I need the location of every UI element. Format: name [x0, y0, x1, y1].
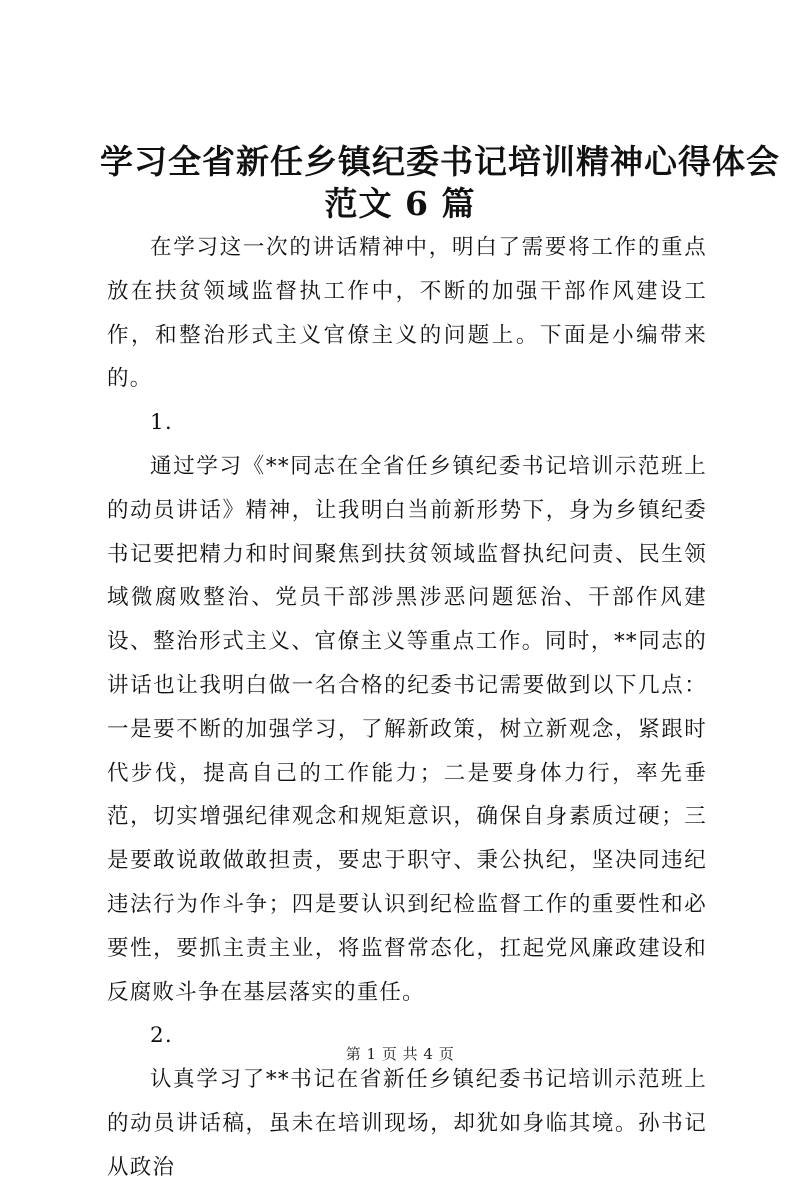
section-2-paragraph: 认真学习了**书记在省新任乡镇纪委书记培训示范班上的动员讲话稿，虽未在培训现场，却犹如身临其境。孙书记从政治	[107, 1067, 707, 1180]
intro-paragraph: 在学习这一次的讲话精神中，明白了需要将工作的重点放在扶贫领域监督执工作中，不断的加强干部作风建设工作，和整治形式主义官僚主义的问题上。下面是小编带来的。	[107, 235, 707, 392]
page-footer: 第 1 页 共 4 页	[345, 1045, 455, 1063]
section-1-paragraph: 通过学习《**同志在全省任乡镇纪委书记培训示范班上的动员讲话》精神，让我明白当前新形势下，身为乡镇纪委书记要把精力和时间聚焦到扶贫领域监督执纪问责、民生领域微腐败整治、党员干部涉黑涉恶问题惩治、干部作风建设、整治形式主义、官僚主义等重点工作。同时，**同志的讲话也让我明白做一名合格的纪委书记需要做到以下几点：一是要不断的加强学习，了解新政策，树立新观念，紧跟时代步伐，提高自己的工作能力；二是要身体力行，率先垂范，切实增强纪律观念和规矩意识，确保自身素质过硬；三是要敢说敢做敢担责，要忠于职守、秉公执纪，坚决同违纪违法行为作斗争；四是要认识到纪检监督工作的重要性和必要性，要抓主责主业，将监督常态化，扛起党风廉政建设和反腐败斗争在基层落实的重任。	[107, 453, 707, 1005]
section-number-2: 2.	[150, 1023, 173, 1049]
section-number-1: 1.	[150, 410, 173, 436]
document-title-line-2: 范文 6 篇	[324, 184, 476, 223]
document-title-line-1: 学习全省新任乡镇纪委书记培训精神心得体会	[100, 142, 780, 181]
